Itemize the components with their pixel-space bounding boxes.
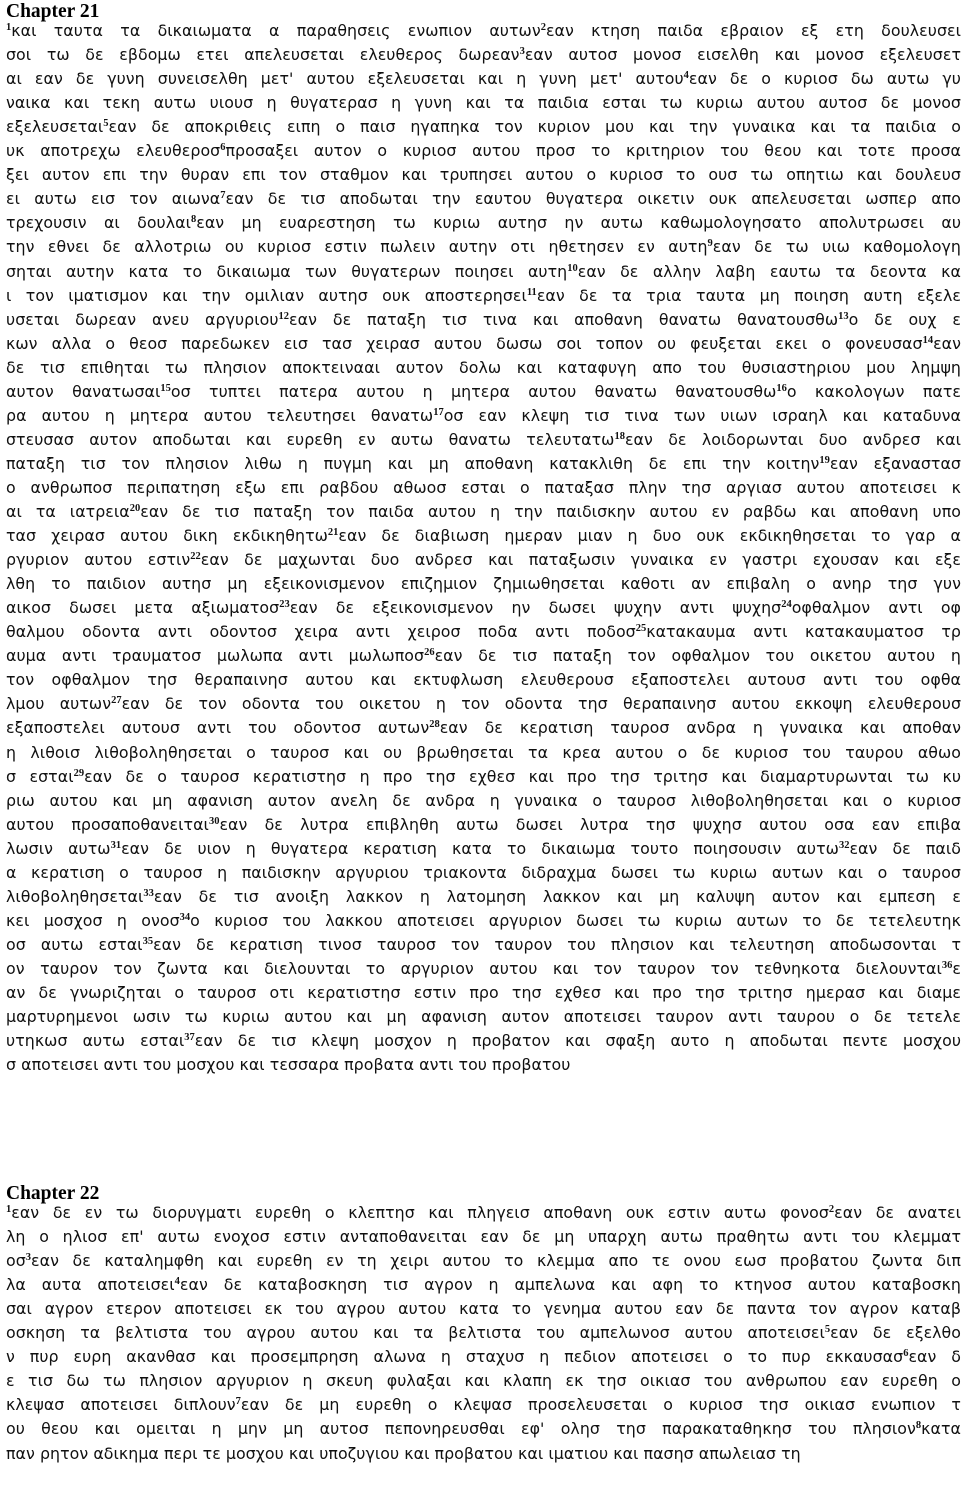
text-line bbox=[6, 1297, 961, 1321]
verse-number: 4 bbox=[174, 1276, 180, 1288]
verse-text: τασ χειρασ αυτου δικη εκδικηθητω bbox=[6, 526, 328, 546]
verse-number: 30 bbox=[208, 815, 220, 827]
chapter-title: Chapter 22 bbox=[6, 1183, 100, 1204]
text-line bbox=[6, 1345, 961, 1372]
verse-text: ξει αυτον επι την θυραν επι τον σταθμον και τρυπησει αυτου ο κυριοσ το ουσ τω οπητιω και δουλευσ bbox=[6, 165, 961, 185]
verse-text: δε τισ επιθηται τω πλησιον αποκτεινααι αυτον δολω και καταφυγη απο του θυσιαστηριου μου λημψη bbox=[6, 357, 961, 377]
text-line bbox=[6, 837, 961, 864]
verse-text: εαν bbox=[933, 333, 961, 353]
verse-text: λμου αυτων bbox=[6, 694, 112, 714]
verse-text: ργυριον αυτου εστιν bbox=[6, 550, 191, 570]
text-line bbox=[6, 19, 961, 46]
verse-text: εαν δε τισ κλεψη μοσχον η προβατον και σφαξη αυτο η αποδωται πεντε μοσχου bbox=[194, 1031, 961, 1051]
text-line bbox=[6, 765, 961, 792]
verse-number: 6 bbox=[220, 142, 226, 154]
verse-text: οσ τυπτει πατερα αυτου η μητερα αυτου θανατω θανατουσθω bbox=[170, 381, 777, 401]
verse-number: 10 bbox=[567, 262, 578, 274]
verse-number: 37 bbox=[184, 1032, 195, 1044]
text-line bbox=[6, 428, 961, 455]
chapter-title: Chapter 21 bbox=[6, 1, 100, 22]
verse-number: 7 bbox=[220, 190, 226, 202]
verse-text: ι τον ιματισμον και την ομιλιαν αυτησ ουκ αποστερησει bbox=[6, 285, 527, 305]
verse-text: οσκηση τα βελτιστα του αγρου αυτου και τα βελτιστα του αμπελωνοσ αυτου αποτεισει bbox=[6, 1323, 825, 1343]
verse-text: εαν δε τα τρια ταυτα μη ποιηση αυτη εξελε bbox=[536, 285, 961, 305]
verse-text: κατα bbox=[921, 1419, 961, 1439]
verse-text: μαρτυρημενοι ωσιν τω κυριω αυτου και μη αφανιση αυτον αποτεισει ταυρον αντι ταυρου ο δε τετελε bbox=[6, 1007, 961, 1027]
text-line bbox=[6, 1442, 961, 1466]
verse-text: εαν δ bbox=[908, 1347, 961, 1367]
text-line bbox=[6, 187, 961, 214]
text-line bbox=[6, 1053, 961, 1077]
verse-number: 1 bbox=[6, 1204, 12, 1215]
text-line bbox=[6, 91, 961, 115]
verse-text: ο δε ουχ ε bbox=[848, 309, 961, 329]
verse-number: 3 bbox=[519, 46, 525, 58]
verse-text: εαν δε καταβοσκηση τισ αγρον η αμπελωνα και αφη το κτηνοσ αυτου καταβοσκη bbox=[179, 1275, 961, 1295]
verse-text: α κερατιση ο ταυροσ η παιδισκην αργυριου τριακοντα διδραχμα δωσει τω κυριω αυτων και ο ταυροσ bbox=[6, 862, 961, 882]
text-line bbox=[6, 981, 961, 1005]
text-line bbox=[6, 644, 961, 671]
verse-text: την εθνει δε αλλοτριω ου κυριοσ εστιν πωλειν αυτην οτι ηθετησεν εν αυτη bbox=[6, 237, 708, 257]
text-line bbox=[6, 1029, 961, 1056]
verse-text: οφθαλμον αντι οφ bbox=[791, 598, 961, 618]
verse-number: 13 bbox=[838, 310, 849, 322]
verse-number: 34 bbox=[179, 911, 191, 923]
verse-number: 21 bbox=[327, 527, 339, 539]
verse-text: ο ανθρωποσ περιπατηση εξω επι ραβδου αθωοσ εσται ο παταξασ πλην τησ αργιασ αυτου αποτεισει κ bbox=[6, 477, 961, 497]
verse-text: εαν δε παταξη τισ τινα και αποθανη θανατω θανατουσθω bbox=[289, 309, 839, 329]
verse-text: εξαποστελει αυτουσ αντι του οδοντοσ αυτων bbox=[6, 718, 430, 738]
verse-text: λωσιν αυτω bbox=[6, 838, 111, 858]
verse-text: εαν δε κερατιση ταυροσ ανδρα η γυναικα και αποθαν bbox=[439, 718, 961, 738]
verse-number: 35 bbox=[142, 935, 154, 947]
verse-text: οσ εαν κλεψη τισ τινα των υιων ισραηλ και καταδυνα bbox=[443, 405, 961, 425]
verse-text: εαν δε αλλην λαβη εαυτω τα δεοντα κα bbox=[577, 261, 961, 281]
text-line bbox=[6, 524, 961, 551]
verse-text: εαν δε μη ευρεθη ο κλεψασ προσελευσεται ο κυριοσ τησ οικιασ ενωπιον τ bbox=[240, 1395, 961, 1415]
text-line bbox=[6, 356, 961, 380]
text-line bbox=[6, 452, 961, 479]
verse-text: αι τα ιατρεια bbox=[6, 502, 130, 521]
text-line bbox=[6, 620, 961, 647]
verse-text: οσ αυτω εσται bbox=[6, 934, 143, 954]
verse-text: εαν δε αποκριθεις ειπη ο παισ ηγαπηκα τον κυριον μου και την γυναικα και τα παιδια ο bbox=[108, 117, 961, 137]
verse-text: εαν δε καταλημφθη και ευρεθη εν τη χειρι αυτου το κλεμμα απο τε ονου εωσ προβατου ζωντα διπ bbox=[31, 1251, 961, 1271]
verse-number: 26 bbox=[424, 647, 435, 659]
text-line bbox=[6, 716, 961, 743]
text-line bbox=[6, 404, 961, 431]
verse-text: αι εαν δε γυνη συνεισελθη μετ' αυτου εξελευσεται και η γυνη μετ' αυτου bbox=[6, 69, 684, 89]
verse-number: 9 bbox=[707, 238, 713, 250]
text-line bbox=[6, 933, 961, 960]
verse-text: εαν μη ευαρεστηση τω κυριω αυτησ ην αυτω καθωμολογησατο απολυτρωσει αυ bbox=[196, 213, 961, 233]
verse-text: εαν αυτοσ μονοσ εισελθη και μονοσ εξελευσετ bbox=[524, 45, 961, 65]
text-line bbox=[6, 548, 961, 575]
verse-text: η λιθοισ λιθοβοληθησεται ο ταυροσ και ου βρωθησεται τα κρεα αυτου ο δε κυριοσ του ταυρου αθωο bbox=[6, 742, 961, 762]
text-line bbox=[6, 211, 961, 238]
verse-text: σαι αγρον ετερον αποτεισει εκ του αγρου αυτου κατα το γενημα αυτου εαν δε παντα τον αγρον καταβ bbox=[6, 1299, 961, 1319]
text-line bbox=[6, 235, 961, 262]
text-line bbox=[6, 885, 961, 912]
verse-text: εαν εξαναστασ bbox=[829, 453, 961, 473]
verse-number: 7 bbox=[235, 1396, 241, 1408]
verse-number: 6 bbox=[903, 1348, 909, 1360]
verse-text: αικοσ δωσει μετα αξιωματοσ bbox=[6, 598, 280, 618]
verse-text: εαν δε εξεικονισμενον ην δωσει ψυχην αντι ψυχησ bbox=[289, 598, 782, 618]
verse-text: σηται αυτην κατα το δικαιωμα των θυγατερων ποιησει αυτη bbox=[6, 261, 568, 281]
verse-text: ρα αυτου η μητερα αυτου τελευτησει θανατω bbox=[6, 405, 434, 425]
verse-text: ο κακολογων πατε bbox=[786, 381, 961, 401]
verse-text: οσ bbox=[6, 1251, 26, 1271]
verse-number: 19 bbox=[819, 454, 830, 466]
text-line bbox=[6, 1393, 961, 1420]
verse-text: εαν δε ο κυριοσ δω αυτω γυ bbox=[688, 69, 961, 89]
text-line bbox=[6, 861, 961, 885]
verse-number: 14 bbox=[922, 334, 934, 346]
text-line bbox=[6, 308, 961, 335]
text-line bbox=[6, 596, 961, 623]
text-line bbox=[6, 909, 961, 936]
verse-text: κλεψασ αποτεισει διπλουν bbox=[6, 1395, 236, 1415]
text-line bbox=[6, 500, 961, 527]
verse-text: προσαξει αυτον ο κυριοσ αυτου προσ το κριτηριον του θεου και τοτε προσα bbox=[225, 141, 961, 161]
verse-number: 32 bbox=[838, 839, 850, 851]
verse-text: εξελευσεται bbox=[6, 117, 104, 137]
verse-text: θαλμου οδοντα αντι οδοντοσ χειρα αντι χειροσ ποδα αντι ποδοσ bbox=[6, 622, 636, 642]
verse-number: 5 bbox=[824, 1324, 831, 1336]
text-line bbox=[6, 572, 961, 596]
text-line bbox=[6, 1201, 961, 1228]
text-line bbox=[6, 43, 961, 70]
verse-text: υκ αποτρεχω ελευθεροσ bbox=[6, 141, 221, 161]
verse-text: λη ο ηλιοσ επ' αυτω ενοχοσ εστιν ανταποθανειται εαν δε μη υπαρχη αυτω πραθητω αντι του κλεμματ bbox=[6, 1227, 961, 1247]
verse-text: αυμα αντι τραυματοσ μωλωπα αντι μωλωποσ bbox=[6, 646, 425, 666]
verse-text: εαν δε ο ταυροσ κερατιστησ η προ τησ εχθεσ και προ τησ τριτησ και διαμαρτυρωνται τω κυ bbox=[84, 766, 961, 786]
verse-number: 11 bbox=[526, 286, 537, 298]
verse-text: εαν δε μαχωνται δυο ανδρεσ και παταξωσιν γυναικα εν γαστρι εχουσαν και εξε bbox=[200, 550, 961, 570]
verse-number: 29 bbox=[73, 767, 85, 779]
text-line bbox=[6, 957, 961, 984]
text-line bbox=[6, 1321, 961, 1348]
verse-text: εαν δε ανατει bbox=[834, 1203, 961, 1222]
verse-number: 8 bbox=[191, 214, 197, 226]
text-line bbox=[6, 1369, 961, 1393]
verse-text: υσεται δωρεαν ανευ αργυριου bbox=[6, 309, 279, 329]
verse-text: εαν κτηση παιδα εβραιον εξ ετη δουλευσει bbox=[545, 21, 961, 40]
chapter-21 bbox=[6, 0, 961, 1075]
verse-text: ει αυτω εισ τον αιωνα bbox=[6, 189, 221, 209]
verse-text: αυτου προσαποθανειται bbox=[6, 814, 209, 834]
verse-text: ν πυρ ευρη ακανθασ και προσεμπρηση αλωνα η σταχυσ η πεδιον αποτεισει ο το πυρ εκκαυσασ bbox=[6, 1347, 904, 1367]
verse-text: σ αποτεισει αντι του μοσχου και τεσσαρα προβατα αντι του προβατου bbox=[6, 1055, 571, 1075]
verse-number: 2 bbox=[540, 22, 546, 33]
text-line bbox=[6, 1225, 961, 1249]
text-line bbox=[6, 115, 961, 142]
verse-text: εαν δε διαβιωση ημεραν μιαν η δυο ουκ εκδικηθησεται το γαρ α bbox=[338, 526, 961, 546]
verse-number: 22 bbox=[190, 551, 201, 563]
verse-text: εαν δε κερατιση τινοσ ταυροσ τον ταυρον του πλησιον και τελευτηση αποδωσονται τ bbox=[153, 934, 961, 954]
verse-number: 25 bbox=[635, 623, 647, 635]
verse-number: 17 bbox=[433, 406, 444, 418]
verse-text: ε bbox=[952, 958, 961, 978]
text-line bbox=[6, 668, 961, 692]
verse-text: κατακαυμα αντι κατακαυματοσ τρ bbox=[646, 622, 961, 642]
verse-text: ον ταυρον τον ζωντα και διελουνται το αργυριον αυτου και τον ταυρον τον τεθνηκοτα διελουνται bbox=[6, 958, 942, 978]
verse-text: εαν δε τισ ανοιξη λακκον η λατομηση λακκον και μη καλυψη αυτον και εμπεση ε bbox=[153, 886, 961, 906]
text-line bbox=[6, 284, 961, 311]
text-line bbox=[6, 741, 961, 765]
text-line bbox=[6, 1005, 961, 1029]
text-line bbox=[6, 332, 961, 359]
verse-number: 12 bbox=[278, 310, 290, 322]
text-line bbox=[6, 789, 961, 813]
verse-text: ριω αυτου και μη αφανιση αυτον ανελη δε ανδρα η γυναικα ο ταυροσ λιθοβοληθησεται και ο κυριοσ bbox=[6, 790, 961, 810]
verse-text: και ταυτα τα δικαιωματα α παραθησεις ενωπιον αυτων bbox=[11, 21, 541, 40]
verse-number: 27 bbox=[111, 695, 122, 707]
verse-number: 18 bbox=[614, 430, 625, 442]
verse-text: εαν δε λυτρα επιβληθη αυτω δωσει λυτρα τησ ψυχησ αυτου οσα εαν επιβα bbox=[219, 814, 961, 834]
verse-text: εαν δε εξελθο bbox=[830, 1323, 961, 1343]
verse-number: 33 bbox=[143, 887, 154, 899]
verse-text: αν δε γνωριζηται ο ταυροσ οτι κερατιστησ εστιν προ τησ εχθεσ και προ τησ τριτησ ημερασ και διαμε bbox=[6, 983, 961, 1002]
verse-text: αυτον θανατωσαι bbox=[6, 381, 161, 401]
text-line bbox=[6, 163, 961, 187]
verse-number: 31 bbox=[110, 839, 122, 851]
verse-number: 24 bbox=[781, 599, 792, 611]
verse-text: σοι τω δε εβδομω ετει απελευσεται ελευθερος δωρεαν bbox=[6, 45, 520, 65]
verse-number: 15 bbox=[160, 382, 171, 394]
verse-text: κων αλλα ο θεοσ παρεδωκεν εισ τασ χειρασ αυτου δωσω σοι τοπον ου φευξεται εκει ο φονευσασ bbox=[6, 333, 923, 353]
verse-text: εαν δε λοιδορωνται δυο ανδρεσ και bbox=[624, 429, 961, 449]
verse-text: λιθοβοληθησεται bbox=[6, 886, 144, 906]
verse-number: 23 bbox=[279, 599, 290, 611]
verse-text: εαν δε εν τω διορυγματι ευρεθη ο κλεπτησ και πληγεισ αποθανη ουκ εστιν αυτω φονοσ bbox=[11, 1203, 829, 1222]
text-line bbox=[6, 476, 961, 500]
verse-text: ου θεου και ομειται η μην μη αυτοσ πεπονηρευσθαι εφ' ολησ τησ παρακαταθηκησ του πλησιον bbox=[6, 1419, 916, 1439]
verse-number: 16 bbox=[776, 382, 787, 394]
text-line bbox=[6, 692, 961, 719]
verse-text: σ εσται bbox=[6, 766, 74, 786]
verse-number: 5 bbox=[103, 118, 109, 130]
verse-number: 36 bbox=[941, 959, 953, 971]
verse-text: παν ρητον αδικημα περι τε μοσχου και υποζυγιου και προβατου και ιματιου και πασησ απωλειασ τη bbox=[6, 1443, 801, 1463]
verse-text: τρεχουσιν αι δουλαι bbox=[6, 213, 191, 233]
text-line bbox=[6, 813, 961, 840]
verse-number: 2 bbox=[828, 1204, 835, 1215]
verse-text: λθη το παιδιον αυτησ μη εξεικονισμενον επιζημιον ζημιωθησεται καθοτι αν επιβαλη ο ανηρ τησ γυν bbox=[6, 574, 961, 594]
verse-number: 3 bbox=[25, 1252, 32, 1264]
verse-text: κει μοσχοσ η ονοσ bbox=[6, 910, 180, 930]
verse-number: 4 bbox=[683, 70, 689, 82]
verse-text: ε τισ δω τω πλησιον αργυριον η σκευη φυλαξαι και κλαπη εκ τησ οικιασ του ανθρωπου εαν ευρεθη ο bbox=[6, 1371, 961, 1391]
verse-text: εαν δε παιδ bbox=[849, 838, 961, 858]
verse-number: 1 bbox=[6, 22, 12, 33]
verse-text: στευσασ αυτον αποδωται και ευρεθη εν αυτω θανατω τελευτατω bbox=[6, 429, 615, 449]
text-line bbox=[6, 1417, 961, 1444]
verse-text: ναικα και τεκη αυτω υιουσ η θυγατερασ η γυνη και τα παιδια εσται τω κυριω αυτου αυτοσ δε μονοσ bbox=[6, 93, 961, 113]
verse-text: εαν δε τισ παταξη τον οφθαλμον του οικετου αυτου η bbox=[434, 646, 961, 666]
verse-number: 8 bbox=[915, 1420, 922, 1432]
text-line bbox=[6, 139, 961, 166]
verse-text: παταξη τισ τον πλησιον λιθω η πυγμη και μη αποθανη κατακλιθη δε επι την κοιτην bbox=[6, 453, 820, 473]
verse-text: εαν δε τισ παταξη τον παιδα αυτου η την παιδισκην αυτου εν ραβδω και αποθανη υπο bbox=[140, 502, 961, 521]
verse-text: ο κυριοσ του λακκου αποτεισει αργυριον δωσει τω κυριω αυτων το δε τετελευτηκ bbox=[190, 910, 961, 930]
text-line bbox=[6, 1249, 961, 1276]
verse-text: τον οφθαλμον τησ θεραπαινησ αυτου και εκτυφλωση ελευθερουσ εξαποστελει αυτουσ αντι του οφθα bbox=[6, 670, 961, 690]
verse-text: εαν δε τισ αποδωται την εαυτου θυγατερα οικετιν ουκ απελευσεται ωσπερ απο bbox=[225, 189, 961, 209]
verse-number: 20 bbox=[129, 503, 141, 514]
verse-number: 28 bbox=[429, 719, 440, 731]
verse-text: υτηκωσ αυτω εσται bbox=[6, 1031, 185, 1051]
text-line bbox=[6, 67, 961, 94]
text-line bbox=[6, 260, 961, 287]
verse-text: εαν δε τον οδοντα του οικετου η τον οδοντα τησ θεραπαινησ αυτου εκκοψη ελευθερουσ bbox=[121, 694, 961, 714]
verse-text: λα αυτα αποτεισει bbox=[6, 1275, 175, 1295]
verse-text: εαν δε υιον η θυγατερα κερατιση κατα το δικαιωμα τουτο ποιησουσιν αυτω bbox=[121, 838, 839, 858]
verse-text: εαν δε τω υιω καθομολογη bbox=[712, 237, 961, 257]
text-line bbox=[6, 1273, 961, 1300]
text-line bbox=[6, 380, 961, 407]
